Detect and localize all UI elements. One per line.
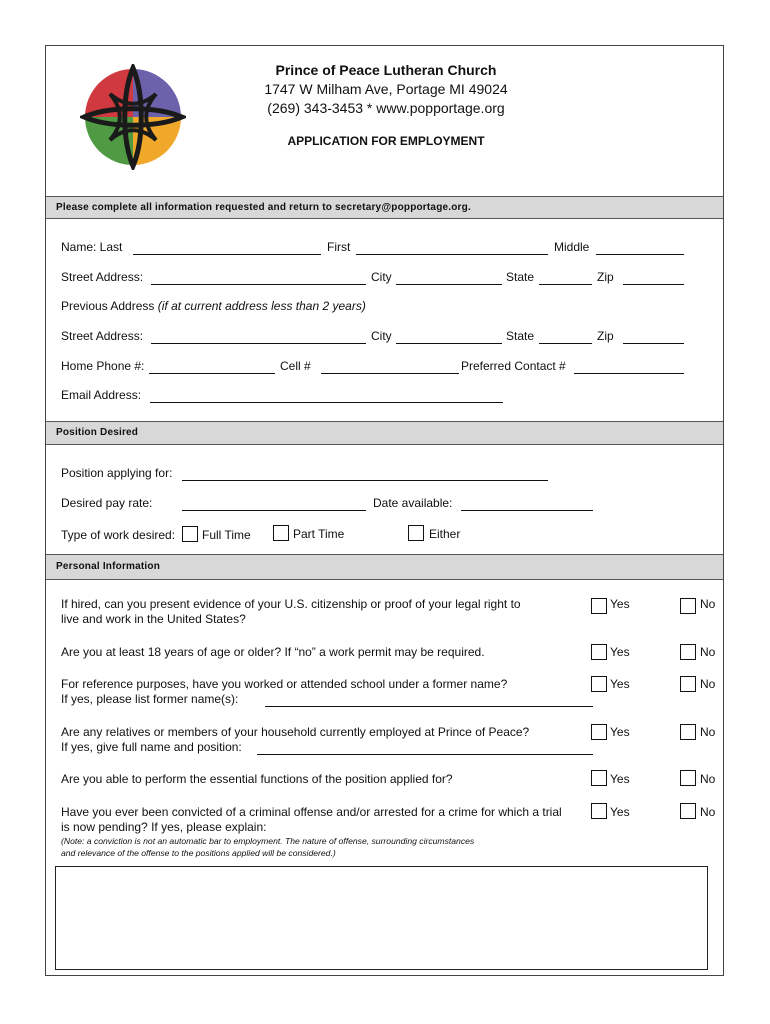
prev-city-label: City <box>371 329 392 343</box>
position-applying-field[interactable] <box>182 480 548 481</box>
question-line: If yes, please list former name(s): <box>61 692 239 706</box>
no-label: No <box>700 772 716 786</box>
previous-address-heading <box>61 299 366 313</box>
cell-label: Cell # <box>280 359 311 373</box>
question-citizenship <box>61 597 591 627</box>
either-label: Either <box>429 527 461 541</box>
note-line: (Note: a conviction is not an automatic bar to employment. The nature of offense, surrounding circumstances <box>61 836 475 846</box>
citizenship-no-checkbox[interactable] <box>680 598 696 614</box>
yes-label: Yes <box>610 772 630 786</box>
question-line: live and work in the United States? <box>61 612 246 626</box>
part-time-checkbox[interactable] <box>273 525 289 541</box>
question-line: If hired, can you present evidence of your U.S. citizenship or proof of your legal right to <box>61 597 521 611</box>
home-phone-field[interactable] <box>149 373 275 374</box>
name-last-label: Name: Last <box>61 240 123 254</box>
question-line: Have you ever been convicted of a criminal offense and/or arrested for a crime for which a trial <box>61 805 562 819</box>
preferred-contact-field[interactable] <box>574 373 684 374</box>
question-line: Are any relatives or members of your household currently employed at Prince of Peace? <box>61 725 530 739</box>
position-desired-bar: Position Desired <box>46 421 723 445</box>
full-time-label: Full Time <box>202 528 251 542</box>
state-field[interactable] <box>539 284 592 285</box>
no-label: No <box>700 597 716 611</box>
no-label: No <box>700 805 716 819</box>
email-label: Email Address: <box>61 388 142 402</box>
zip-field[interactable] <box>623 284 684 285</box>
yes-label: Yes <box>610 677 630 691</box>
criminal-yes-checkbox[interactable] <box>591 803 607 819</box>
church-contact: (269) 343-3453 * www.popportage.org <box>267 100 505 116</box>
no-label: No <box>700 677 716 691</box>
city-label: City <box>371 270 392 284</box>
part-time-label: Part Time <box>293 527 345 541</box>
former-name-field[interactable] <box>265 706 593 707</box>
either-checkbox[interactable] <box>408 525 424 541</box>
instructions-bar: Please complete all information requested and return to secretary@popportage.org. <box>46 196 723 219</box>
previous-address-label: Previous Address <box>61 299 155 313</box>
no-label: No <box>700 725 716 739</box>
prev-zip-label: Zip <box>597 329 614 343</box>
middle-name-field[interactable] <box>596 254 684 255</box>
prev-state-label: State <box>506 329 535 343</box>
prev-zip-field[interactable] <box>623 343 684 344</box>
personal-information-bar: Personal Information <box>46 554 723 580</box>
yes-label: Yes <box>610 645 630 659</box>
prev-street-address-field[interactable] <box>151 343 366 344</box>
middle-name-label: Middle <box>554 240 590 254</box>
relatives-field[interactable] <box>257 754 593 755</box>
street-address-field[interactable] <box>151 284 366 285</box>
no-label: No <box>700 645 716 659</box>
form-title: APPLICATION FOR EMPLOYMENT <box>287 134 485 148</box>
question-essential-functions: Are you able to perform the essential functions of the position applied for? <box>61 772 453 786</box>
previous-address-note: (if at current address less than 2 years) <box>157 299 366 313</box>
full-time-checkbox[interactable] <box>182 526 198 542</box>
question-age: Are you at least 18 years of age or older? If “no” a work permit may be required. <box>61 645 485 659</box>
work-type-label: Type of work desired: <box>61 528 176 542</box>
church-name: Prince of Peace Lutheran Church <box>275 62 497 78</box>
former-name-no-checkbox[interactable] <box>680 676 696 692</box>
pay-rate-field[interactable] <box>182 510 366 511</box>
position-applying-label: Position applying for: <box>61 466 173 480</box>
age-yes-checkbox[interactable] <box>591 644 607 660</box>
relatives-yes-checkbox[interactable] <box>591 724 607 740</box>
citizenship-yes-checkbox[interactable] <box>591 598 607 614</box>
state-label: State <box>506 270 535 284</box>
home-phone-label: Home Phone #: <box>61 359 145 373</box>
former-name-yes-checkbox[interactable] <box>591 676 607 692</box>
last-name-field[interactable] <box>133 254 321 255</box>
note-line: and relevance of the offense to the positions applied will be considered.) <box>61 848 336 858</box>
prev-city-field[interactable] <box>396 343 502 344</box>
question-line: For reference purposes, have you worked or attended school under a former name? <box>61 677 508 691</box>
yes-label: Yes <box>610 725 630 739</box>
yes-label: Yes <box>610 805 630 819</box>
prev-state-field[interactable] <box>539 343 592 344</box>
question-line: If yes, give full name and position: <box>61 740 242 754</box>
relatives-no-checkbox[interactable] <box>680 724 696 740</box>
essential-functions-no-checkbox[interactable] <box>680 770 696 786</box>
explanation-textarea[interactable] <box>55 866 708 970</box>
date-available-field[interactable] <box>461 510 593 511</box>
yes-label: Yes <box>610 597 630 611</box>
cross-circle-logo-icon <box>80 64 186 170</box>
question-relatives <box>61 725 591 755</box>
church-address: 1747 W Milham Ave, Portage MI 49024 <box>264 81 508 97</box>
city-field[interactable] <box>396 284 502 285</box>
conviction-note <box>61 835 621 859</box>
street-address-label: Street Address: <box>61 270 144 284</box>
email-field[interactable] <box>150 402 503 403</box>
question-former-name <box>61 677 591 707</box>
cell-field[interactable] <box>321 373 459 374</box>
first-name-label: First <box>327 240 351 254</box>
preferred-contact-label: Preferred Contact # <box>461 359 566 373</box>
first-name-field[interactable] <box>356 254 548 255</box>
application-form <box>45 45 724 976</box>
question-criminal-offense <box>61 805 606 835</box>
criminal-no-checkbox[interactable] <box>680 803 696 819</box>
age-no-checkbox[interactable] <box>680 644 696 660</box>
zip-label: Zip <box>597 270 614 284</box>
essential-functions-yes-checkbox[interactable] <box>591 770 607 786</box>
prev-street-address-label: Street Address: <box>61 329 144 343</box>
pay-rate-label: Desired pay rate: <box>61 496 153 510</box>
question-line: is now pending? If yes, please explain: <box>61 820 267 834</box>
date-available-label: Date available: <box>373 496 453 510</box>
